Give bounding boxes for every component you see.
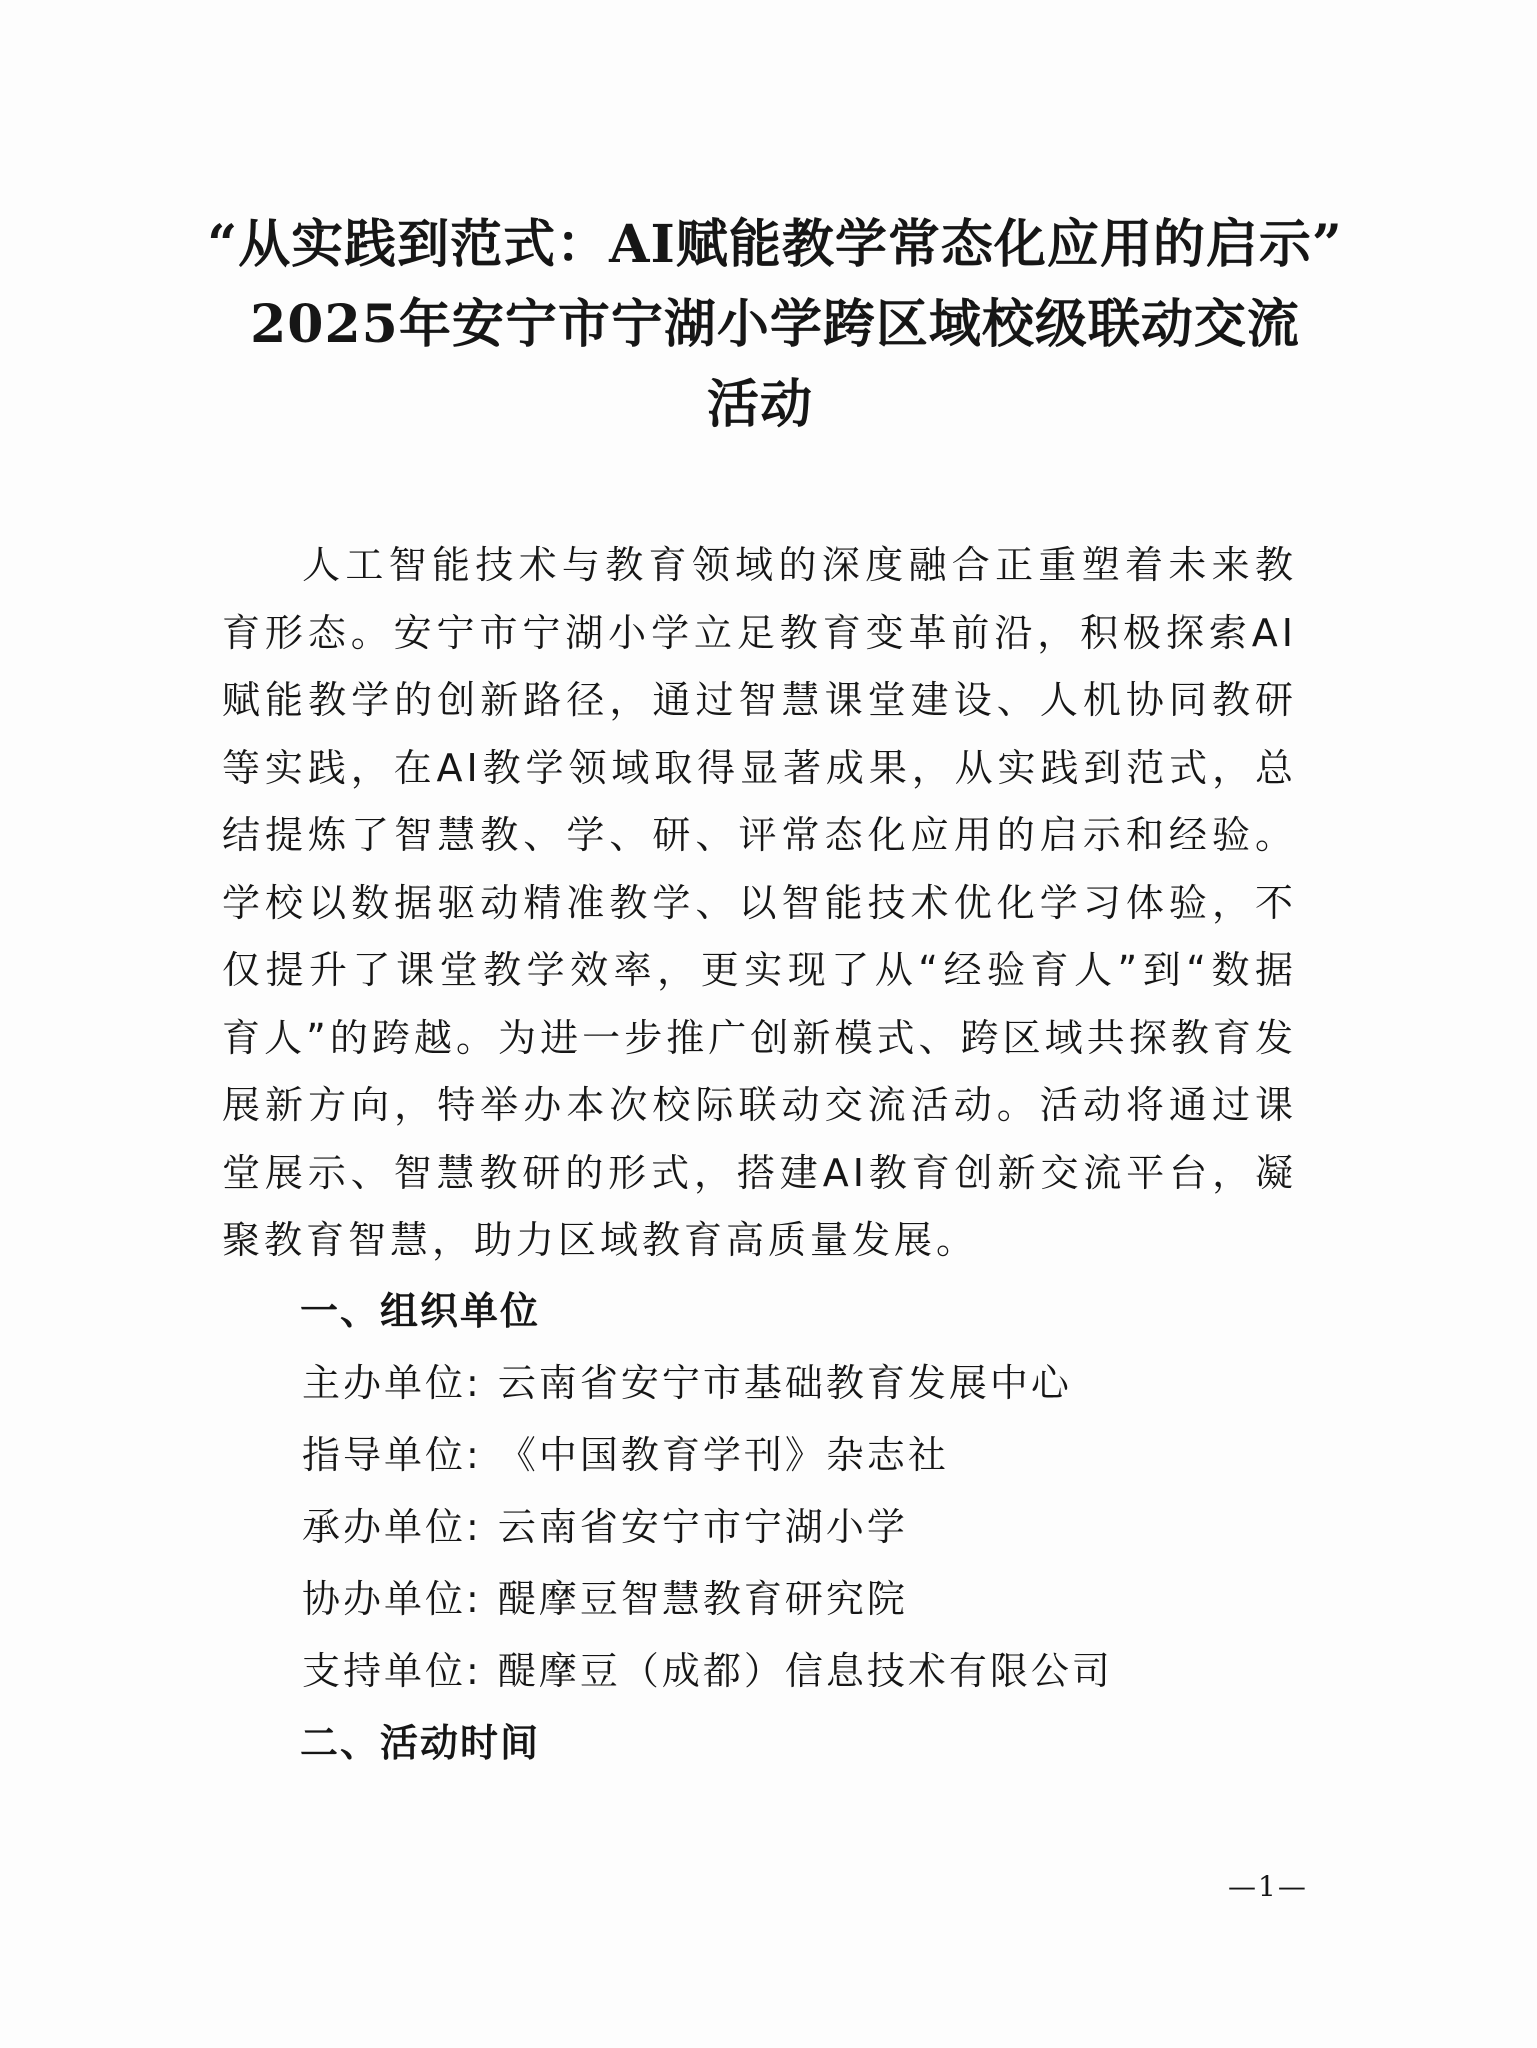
organizer-list [222,1347,1297,1707]
organizer-row-supporter [222,1635,1297,1707]
intro-paragraph: 人工智能技术与教育领域的深度融合正重塑着未来教育形态。安宁市宁湖小学立足教育变革前沿，积极探索AI赋能教学的创新路径，通过智慧课堂建设、人机协同教研等实践，在AI教学领域取得显著成果，从实践到范式，总结提炼了智慧教、学、研、评常态化应用的启示和经验。学校以数据驱动精准教学、以智能技术优化学习体验，不仅提升了课堂教学效率，更实现了从“经验育人”到“数据育人”的跨越。为进一步推广创新模式、跨区域共探教育发展新方向，特举办本次校际联动交流活动。活动将通过课堂展示、智慧教研的形式，搭建AI教育创新交流平台，凝聚教育智慧，助力区域教育高质量发展。 [222,543,1297,1262]
document-body [222,532,1297,1779]
page-number: —1— [1228,1870,1308,1903]
organizer-row-co-organizer [222,1563,1297,1635]
document-title [150,205,1400,445]
title-line-3: 活动 [706,374,813,435]
organizer-label: 指导单位: [302,1432,482,1477]
organizer-row-guide [222,1419,1297,1491]
organizer-value: 醍摩豆（成都）信息技术有限公司 [497,1648,1113,1693]
organizer-value: 醍摩豆智慧教育研究院 [497,1576,908,1621]
organizer-value: 云南省安宁市宁湖小学 [497,1504,908,1549]
organizer-label: 支持单位: [302,1648,482,1693]
organizer-row-undertaker [222,1491,1297,1563]
section-heading-time: 二、活动时间 [300,1720,541,1765]
organizer-label: 承办单位: [302,1504,482,1549]
organizer-row-host [222,1347,1297,1419]
organizer-label: 主办单位: [302,1360,482,1405]
title-line-2: 2025年安宁市宁湖小学跨区域校级联动交流 [250,294,1300,355]
organizer-label: 协办单位: [302,1576,482,1621]
title-line-1: “从实践到范式：AI赋能教学常态化应用的启示” [207,214,1343,275]
organizer-value: 《中国教育学刊》杂志社 [497,1432,949,1477]
section-heading-organizers: 一、组织单位 [300,1288,541,1333]
organizer-value: 云南省安宁市基础教育发展中心 [497,1360,1072,1405]
